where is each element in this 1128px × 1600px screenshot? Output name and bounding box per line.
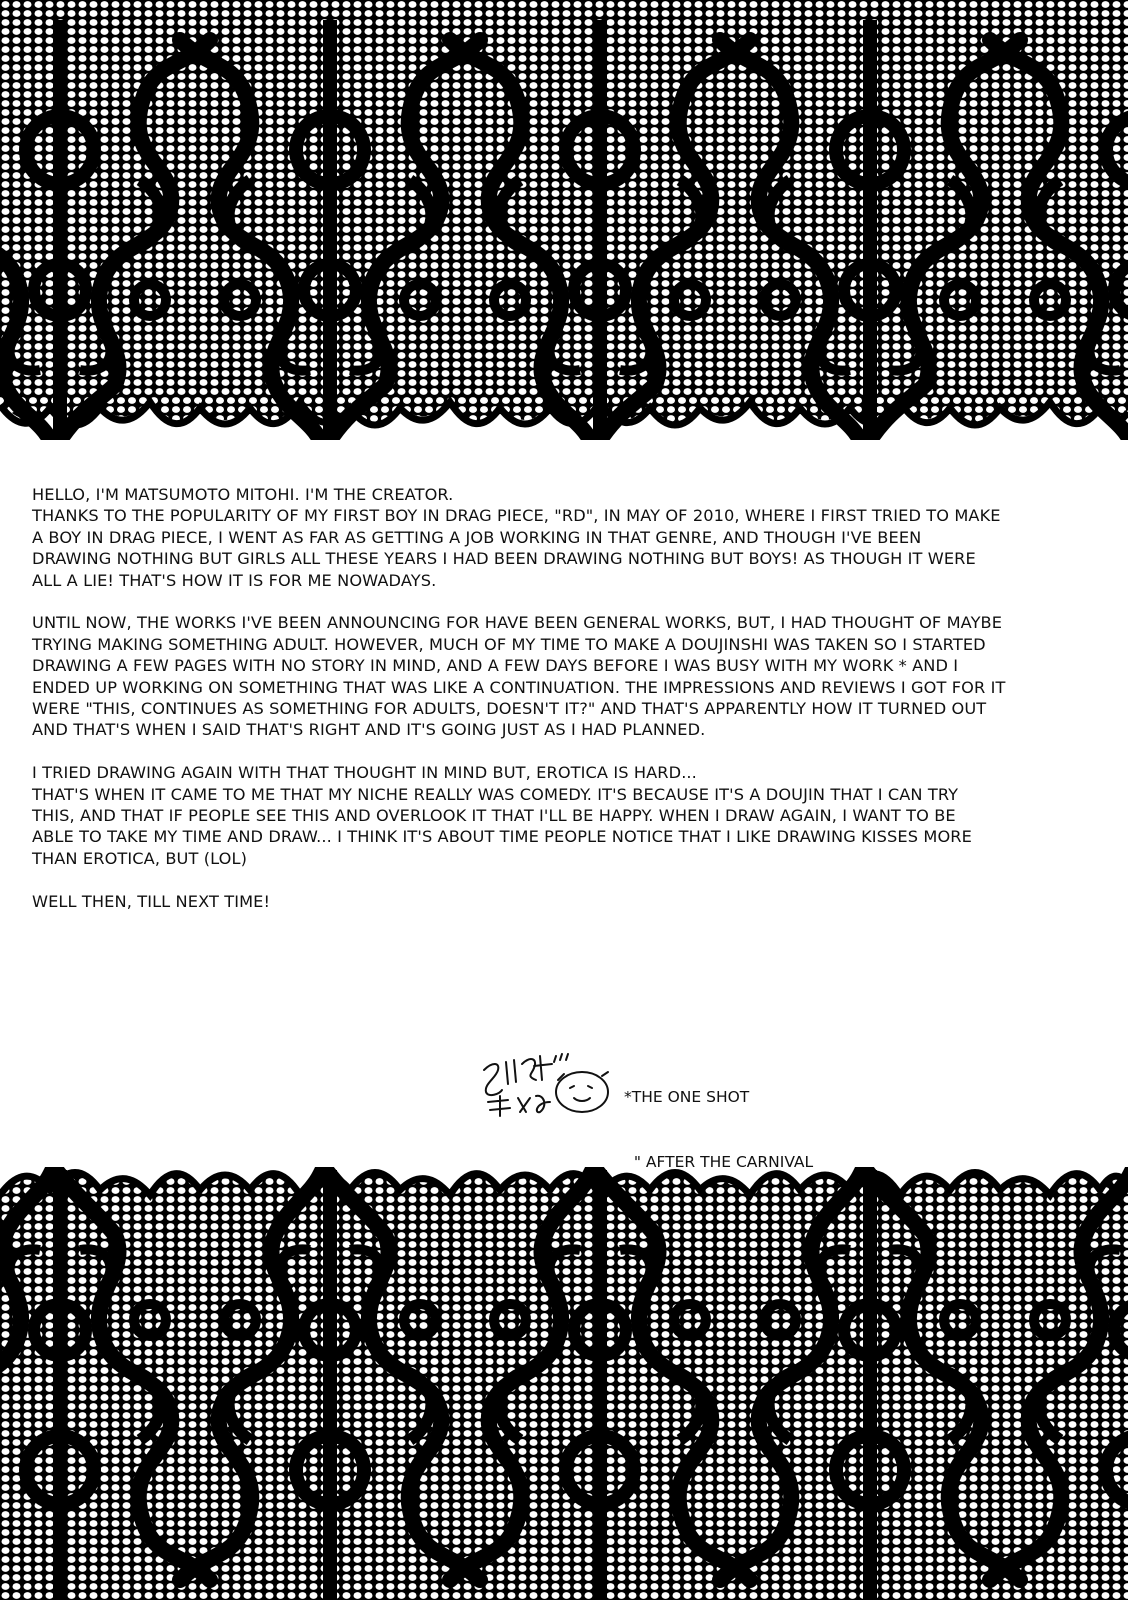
author-signature [478, 1040, 628, 1120]
afterword-text [32, 484, 1107, 912]
afterword-paragraph-1: HELLO, I'M MATSUMOTO MITOHI. I'M THE CREATOR. THANKS TO THE POPULARITY OF MY FIRST BOY IN DRAG PIECE, "RD", IN MAY OF 2010, WHERE I FIRST TRIED TO MAKE A BOY IN DRAG PIECE, I WENT AS FAR AS GETTING A JOB WORKING IN THAT GENRE, AND THOUGH I'VE BEEN DRAWING NOTHING BUT GIRLS ALL THESE YEARS I HAD BEEN DRAWING NOTHING BUT BOYS! AS THOUGH IT WERE ALL A LIE! THAT'S HOW IT IS FOR ME NOWADAYS. [32, 485, 1001, 590]
lace-pattern-top [0, 0, 1128, 440]
lace-border-bottom [0, 1150, 1128, 1600]
afterword-closing: WELL THEN, TILL NEXT TIME! [32, 891, 271, 911]
footnote-line-1: *THE ONE SHOT [624, 1088, 750, 1106]
lace-pattern-bottom [0, 1150, 1128, 1600]
footnote-line-2: " AFTER THE CARNIVAL [624, 1152, 814, 1171]
signature-drawing [478, 1040, 628, 1120]
afterword-paragraph-3: I TRIED DRAWING AGAIN WITH THAT THOUGHT IN MIND BUT, EROTICA IS HARD... THAT'S WHEN IT CAME TO ME THAT MY NICHE REALLY WAS COMEDY. IT'S BECAUSE IT'S A DOUJIN THAT I CAN TRY THIS, AND THAT IF PEOPLE SEE THIS AND OVERLOOK IT THAT I'LL BE HAPPY. WHEN I DRAW AGAIN, I WANT TO BE ABLE TO TAKE MY TIME AND DRAW... I THINK IT'S ABOUT TIME PEOPLE NOTICE THAT I LIKE DRAWING KISSES MORE THAN EROTICA, BUT (LOL) [32, 763, 972, 868]
lace-border-top [0, 0, 1128, 440]
afterword-paragraph-2: UNTIL NOW, THE WORKS I'VE BEEN ANNOUNCING FOR HAVE BEEN GENERAL WORKS, BUT, I HAD THOUGHT OF MAYBE TRYING MAKING SOMETHING ADULT. HOWEVER, MUCH OF MY TIME TO MAKE A DOUJINSHI WAS TAKEN SO I STARTED DRAWING A FEW PAGES WITH NO STORY IN MIND, AND A FEW DAYS BEFORE I WAS BUSY WITH MY WORK * AND I ENDED UP WORKING ON SOMETHING THAT WAS LIKE A CONTINUATION. THE IMPRESSIONS AND REVIEWS I GOT FOR IT WERE "THIS, CONTINUES AS SOMETHING FOR ADULTS, DOESN'T IT?" AND THAT'S APPARENTLY HOW IT TURNED OUT AND THAT'S WHEN I SAID THAT'S RIGHT AND IT'S GOING JUST AS I HAD PLANNED. [32, 613, 1006, 740]
